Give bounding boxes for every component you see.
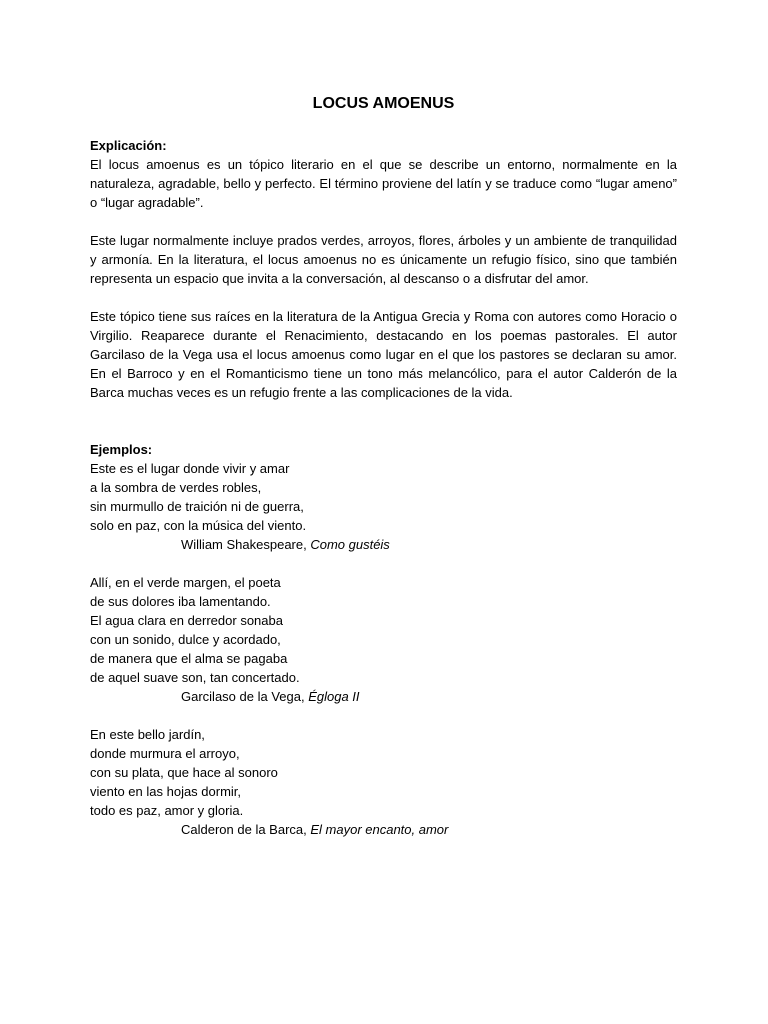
verse-line: con su plata, que hace al sonoro [90, 765, 278, 780]
verse-line: Allí, en el verde margen, el poeta [90, 575, 281, 590]
verse-line: sin murmullo de traición ni de guerra, [90, 499, 304, 514]
attribution-work: Égloga II [308, 689, 360, 704]
attribution-author: William Shakespeare, [181, 537, 311, 552]
document-page [90, 94, 677, 839]
explanation-heading: Explicación: [90, 138, 167, 153]
attribution-author: Garcilaso de la Vega, [181, 689, 309, 704]
examples-heading: Ejemplos: [90, 442, 153, 457]
verse-line: viento en las hojas dormir, [90, 784, 242, 799]
verse-line: a la sombra de verdes robles, [90, 480, 262, 495]
attribution-work: Como gustéis [310, 537, 390, 552]
poem-excerpt [90, 573, 677, 706]
poem-attribution [90, 687, 677, 706]
verse-line: todo es paz, amor y gloria. [90, 803, 244, 818]
examples-section [90, 440, 677, 839]
verse-line: En este bello jardín, [90, 727, 205, 742]
verse-line: con un sonido, dulce y acordado, [90, 632, 281, 647]
verse-line: El agua clara en derredor sonaba [90, 613, 283, 628]
verse-line: de aquel suave son, tan concertado. [90, 670, 300, 685]
attribution-work: El mayor encanto, amor [310, 822, 449, 837]
poem-attribution [90, 535, 677, 554]
explanation-section [90, 136, 677, 402]
poem-excerpt [90, 459, 677, 554]
poem-attribution [90, 820, 677, 839]
verse-line: de manera que el alma se pagaba [90, 651, 288, 666]
verse-line: donde murmura el arroyo, [90, 746, 240, 761]
verse-line: de sus dolores iba lamentando. [90, 594, 271, 609]
explanation-paragraph: El locus amoenus es un tópico literario en el que se describe un entorno, normalmente en la naturaleza, agradable, bello y perfecto. El término proviene del latín y se traduce como “lugar ameno” o “lugar agradable”. [90, 157, 677, 210]
document-title: LOCUS AMOENUS [312, 95, 455, 112]
explanation-paragraph: Este lugar normalmente incluye prados verdes, arroyos, flores, árboles y un ambiente de tranquilidad y armonía. En la literatura, el locus amoenus no es únicamente un refugio físico, sino que también representa un espacio que invita a la conversación, al descanso o a disfrutar del amor. [90, 233, 677, 286]
attribution-author: Calderon de la Barca, [181, 822, 311, 837]
poem-excerpt [90, 725, 677, 839]
verse-line: Este es el lugar donde vivir y amar [90, 461, 290, 476]
explanation-paragraph: Este tópico tiene sus raíces en la literatura de la Antigua Grecia y Roma con autores como Horacio o Virgilio. Reaparece durante el Renacimiento, destacando en los poemas pastorales. El autor Garcilaso de la Vega usa el locus amoenus como lugar en el que los pastores se declaran su amor. En el Barroco y en el Romanticismo tiene un tono más melancólico, para el autor Calderón de la Barca muchas veces es un refugio frente a las complicaciones de la vida. [90, 309, 677, 400]
verse-line: solo en paz, con la música del viento. [90, 518, 307, 533]
